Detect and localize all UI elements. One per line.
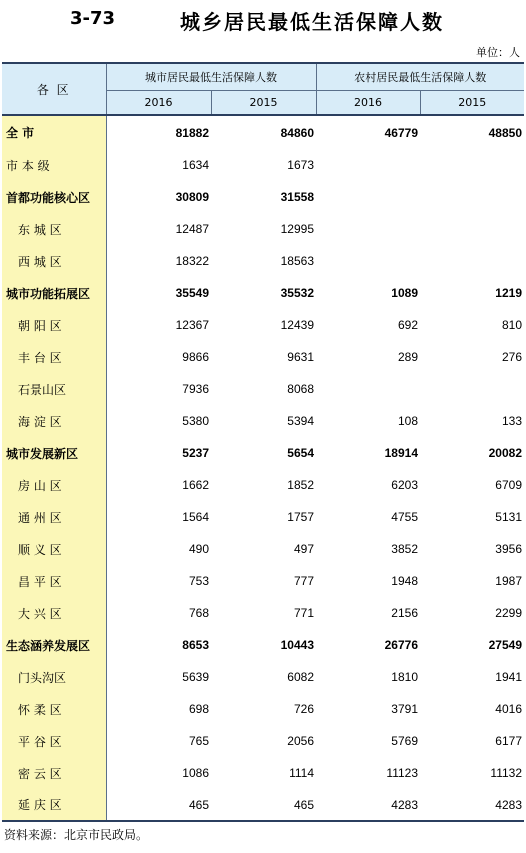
rural-2016-value: 3852 bbox=[391, 542, 418, 556]
rural-2015-value: 276 bbox=[501, 350, 522, 364]
rural-2015-value: 4016 bbox=[495, 702, 522, 716]
rural-2016-value bbox=[316, 149, 420, 181]
rural-2015-value: 133 bbox=[501, 414, 522, 428]
rural-2015-value: 48850 bbox=[488, 125, 522, 140]
urban-2015-value: 1114 bbox=[289, 766, 314, 780]
region-name: 城市功能拓展区 bbox=[2, 277, 106, 309]
urban-2015-value: 18563 bbox=[280, 254, 314, 268]
region-name: 昌 平 区 bbox=[2, 565, 106, 597]
rural-2015-value: 4283 bbox=[420, 789, 524, 821]
table-row bbox=[2, 373, 524, 405]
rural-2016-value: 6203 bbox=[391, 478, 418, 492]
region-name: 通 州 区 bbox=[2, 501, 106, 533]
region-name: 石景山区 bbox=[2, 373, 106, 405]
region-name: 密 云 区 bbox=[2, 757, 106, 789]
source-note: 资料来源：北京市民政局。 bbox=[4, 828, 149, 842]
table-title bbox=[0, 8, 526, 34]
region-name: 城市发展新区 bbox=[2, 437, 106, 469]
urban-2016-value: 1662 bbox=[182, 478, 209, 492]
region-name: 生态涵养发展区 bbox=[2, 629, 106, 661]
header-rural-2015: 2015 bbox=[420, 90, 524, 115]
region-name: 顺 义 区 bbox=[2, 533, 106, 565]
region-name: 市 本 级 bbox=[2, 149, 106, 181]
urban-2015-value: 1852 bbox=[287, 478, 314, 492]
urban-2016-value: 35549 bbox=[175, 286, 209, 300]
urban-2016-value: 698 bbox=[188, 702, 209, 716]
table-row bbox=[2, 277, 524, 309]
urban-2015-value: 12439 bbox=[280, 318, 314, 332]
header-region: 各 区 bbox=[2, 63, 106, 115]
urban-2015-value: 9631 bbox=[287, 350, 314, 364]
rural-2015-value: 1941 bbox=[495, 670, 522, 684]
urban-2016-value: 30809 bbox=[175, 190, 209, 204]
region-name: 全 市 bbox=[2, 115, 106, 149]
rural-2015-value: 20082 bbox=[488, 446, 522, 460]
urban-2015-value: 35532 bbox=[280, 286, 314, 300]
header-urban-2016: 2016 bbox=[106, 90, 211, 115]
header-urban-2015: 2015 bbox=[211, 90, 316, 115]
urban-2015-value: 777 bbox=[293, 574, 314, 588]
urban-2016-value: 1086 bbox=[182, 766, 209, 780]
region-name: 朝 阳 区 bbox=[2, 309, 106, 341]
urban-2015-value: 8068 bbox=[287, 382, 314, 396]
region-name: 大 兴 区 bbox=[2, 597, 106, 629]
table-row bbox=[2, 725, 524, 757]
data-table bbox=[2, 62, 524, 822]
region-name: 海 淀 区 bbox=[2, 405, 106, 437]
urban-2016-value: 1564 bbox=[182, 510, 209, 524]
header-rural-2016: 2016 bbox=[316, 90, 420, 115]
rural-2016-value: 26776 bbox=[384, 638, 418, 652]
rural-2016-value: 1089 bbox=[391, 286, 418, 300]
table-row bbox=[2, 405, 524, 437]
rural-2015-value: 6709 bbox=[495, 478, 522, 492]
table-row bbox=[2, 437, 524, 469]
rural-2016-value: 11123 bbox=[386, 766, 418, 780]
rural-2016-value bbox=[316, 245, 420, 277]
urban-2015-value: 84860 bbox=[280, 125, 314, 140]
region-name: 门头沟区 bbox=[2, 661, 106, 693]
rural-2015-value: 810 bbox=[501, 318, 522, 332]
region-name: 延 庆 区 bbox=[2, 789, 106, 821]
table-row bbox=[2, 213, 524, 245]
urban-2015-value: 1757 bbox=[287, 510, 314, 524]
urban-2016-value: 753 bbox=[188, 574, 209, 588]
rural-2015-value: 27549 bbox=[488, 638, 522, 652]
urban-2016-value: 8653 bbox=[182, 638, 209, 652]
urban-2015-value: 726 bbox=[293, 702, 314, 716]
table-row bbox=[2, 533, 524, 565]
urban-2016-value: 490 bbox=[188, 542, 209, 556]
rural-2015-value: 11132 bbox=[490, 766, 522, 780]
urban-2015-value: 465 bbox=[211, 789, 316, 821]
rural-2016-value: 46779 bbox=[384, 125, 418, 140]
region-name: 平 谷 区 bbox=[2, 725, 106, 757]
urban-2016-value: 5639 bbox=[182, 670, 209, 684]
urban-2016-value: 765 bbox=[188, 734, 209, 748]
table-row bbox=[2, 693, 524, 725]
rural-2016-value bbox=[316, 373, 420, 405]
rural-2015-value: 3956 bbox=[495, 542, 522, 556]
rural-2016-value bbox=[316, 213, 420, 245]
rural-2015-value: 5131 bbox=[495, 510, 522, 524]
rural-2016-value bbox=[316, 181, 420, 213]
header-urban: 城市居民最低生活保障人数 bbox=[106, 63, 316, 90]
urban-2015-value: 10443 bbox=[280, 638, 314, 652]
region-name: 怀 柔 区 bbox=[2, 693, 106, 725]
header-rural: 农村居民最低生活保障人数 bbox=[316, 63, 524, 90]
table-number: 3-73 bbox=[70, 8, 116, 29]
region-name: 东 城 区 bbox=[2, 213, 106, 245]
table-body bbox=[2, 115, 524, 821]
rural-2015-value: 1987 bbox=[495, 574, 522, 588]
urban-2016-value: 12367 bbox=[175, 318, 209, 332]
urban-2016-value: 18322 bbox=[175, 254, 209, 268]
urban-2016-value: 81882 bbox=[175, 125, 209, 140]
urban-2015-value: 6082 bbox=[287, 670, 314, 684]
rural-2016-value: 4283 bbox=[316, 789, 420, 821]
urban-2016-value: 12487 bbox=[175, 222, 209, 236]
table-row bbox=[2, 115, 524, 149]
table-row bbox=[2, 149, 524, 181]
table-row bbox=[2, 245, 524, 277]
table-row bbox=[2, 757, 524, 789]
table-row bbox=[2, 629, 524, 661]
urban-2016-value: 9866 bbox=[182, 350, 209, 364]
region-name: 西 城 区 bbox=[2, 245, 106, 277]
rural-2016-value: 18914 bbox=[384, 446, 418, 460]
urban-2015-value: 497 bbox=[293, 542, 314, 556]
rural-2016-value: 2156 bbox=[391, 606, 418, 620]
table-row bbox=[2, 565, 524, 597]
rural-2015-value bbox=[420, 213, 524, 245]
table-row bbox=[2, 341, 524, 373]
region-name: 丰 台 区 bbox=[2, 341, 106, 373]
urban-2016-value: 7936 bbox=[182, 382, 209, 396]
table-row bbox=[2, 661, 524, 693]
rural-2016-value: 1948 bbox=[391, 574, 418, 588]
urban-2016-value: 1634 bbox=[182, 158, 209, 172]
urban-2015-value: 5654 bbox=[287, 446, 314, 460]
urban-2016-value: 465 bbox=[106, 789, 211, 821]
rural-2015-value bbox=[420, 245, 524, 277]
urban-2015-value: 12995 bbox=[280, 222, 314, 236]
table-row bbox=[2, 181, 524, 213]
rural-2016-value: 108 bbox=[397, 414, 418, 428]
urban-2015-value: 5394 bbox=[287, 414, 314, 428]
rural-2015-value: 1219 bbox=[495, 286, 522, 300]
table-row bbox=[2, 597, 524, 629]
rural-2016-value: 3791 bbox=[391, 702, 418, 716]
urban-2015-value: 31558 bbox=[280, 190, 314, 204]
region-name: 首都功能核心区 bbox=[2, 181, 106, 213]
rural-2016-value: 1810 bbox=[391, 670, 418, 684]
region-name: 房 山 区 bbox=[2, 469, 106, 501]
rural-2016-value: 289 bbox=[397, 350, 418, 364]
rural-2015-value: 6177 bbox=[495, 734, 522, 748]
table-row bbox=[2, 501, 524, 533]
rural-2015-value bbox=[420, 373, 524, 405]
table-title-text: 城乡居民最低生活保障人数 bbox=[180, 10, 444, 34]
table-row bbox=[2, 469, 524, 501]
rural-2016-value: 692 bbox=[397, 318, 418, 332]
urban-2015-value: 1673 bbox=[287, 158, 314, 172]
urban-2016-value: 768 bbox=[188, 606, 209, 620]
rural-2015-value: 2299 bbox=[495, 606, 522, 620]
rural-2015-value bbox=[420, 149, 524, 181]
urban-2016-value: 5380 bbox=[182, 414, 209, 428]
unit-label: 单位：人 bbox=[476, 46, 520, 59]
rural-2015-value bbox=[420, 181, 524, 213]
table-row bbox=[2, 309, 524, 341]
rural-2016-value: 4755 bbox=[391, 510, 418, 524]
rural-2016-value: 5769 bbox=[391, 734, 418, 748]
urban-2015-value: 771 bbox=[293, 606, 314, 620]
urban-2015-value: 2056 bbox=[287, 734, 314, 748]
table-row bbox=[2, 789, 524, 821]
urban-2016-value: 5237 bbox=[182, 446, 209, 460]
